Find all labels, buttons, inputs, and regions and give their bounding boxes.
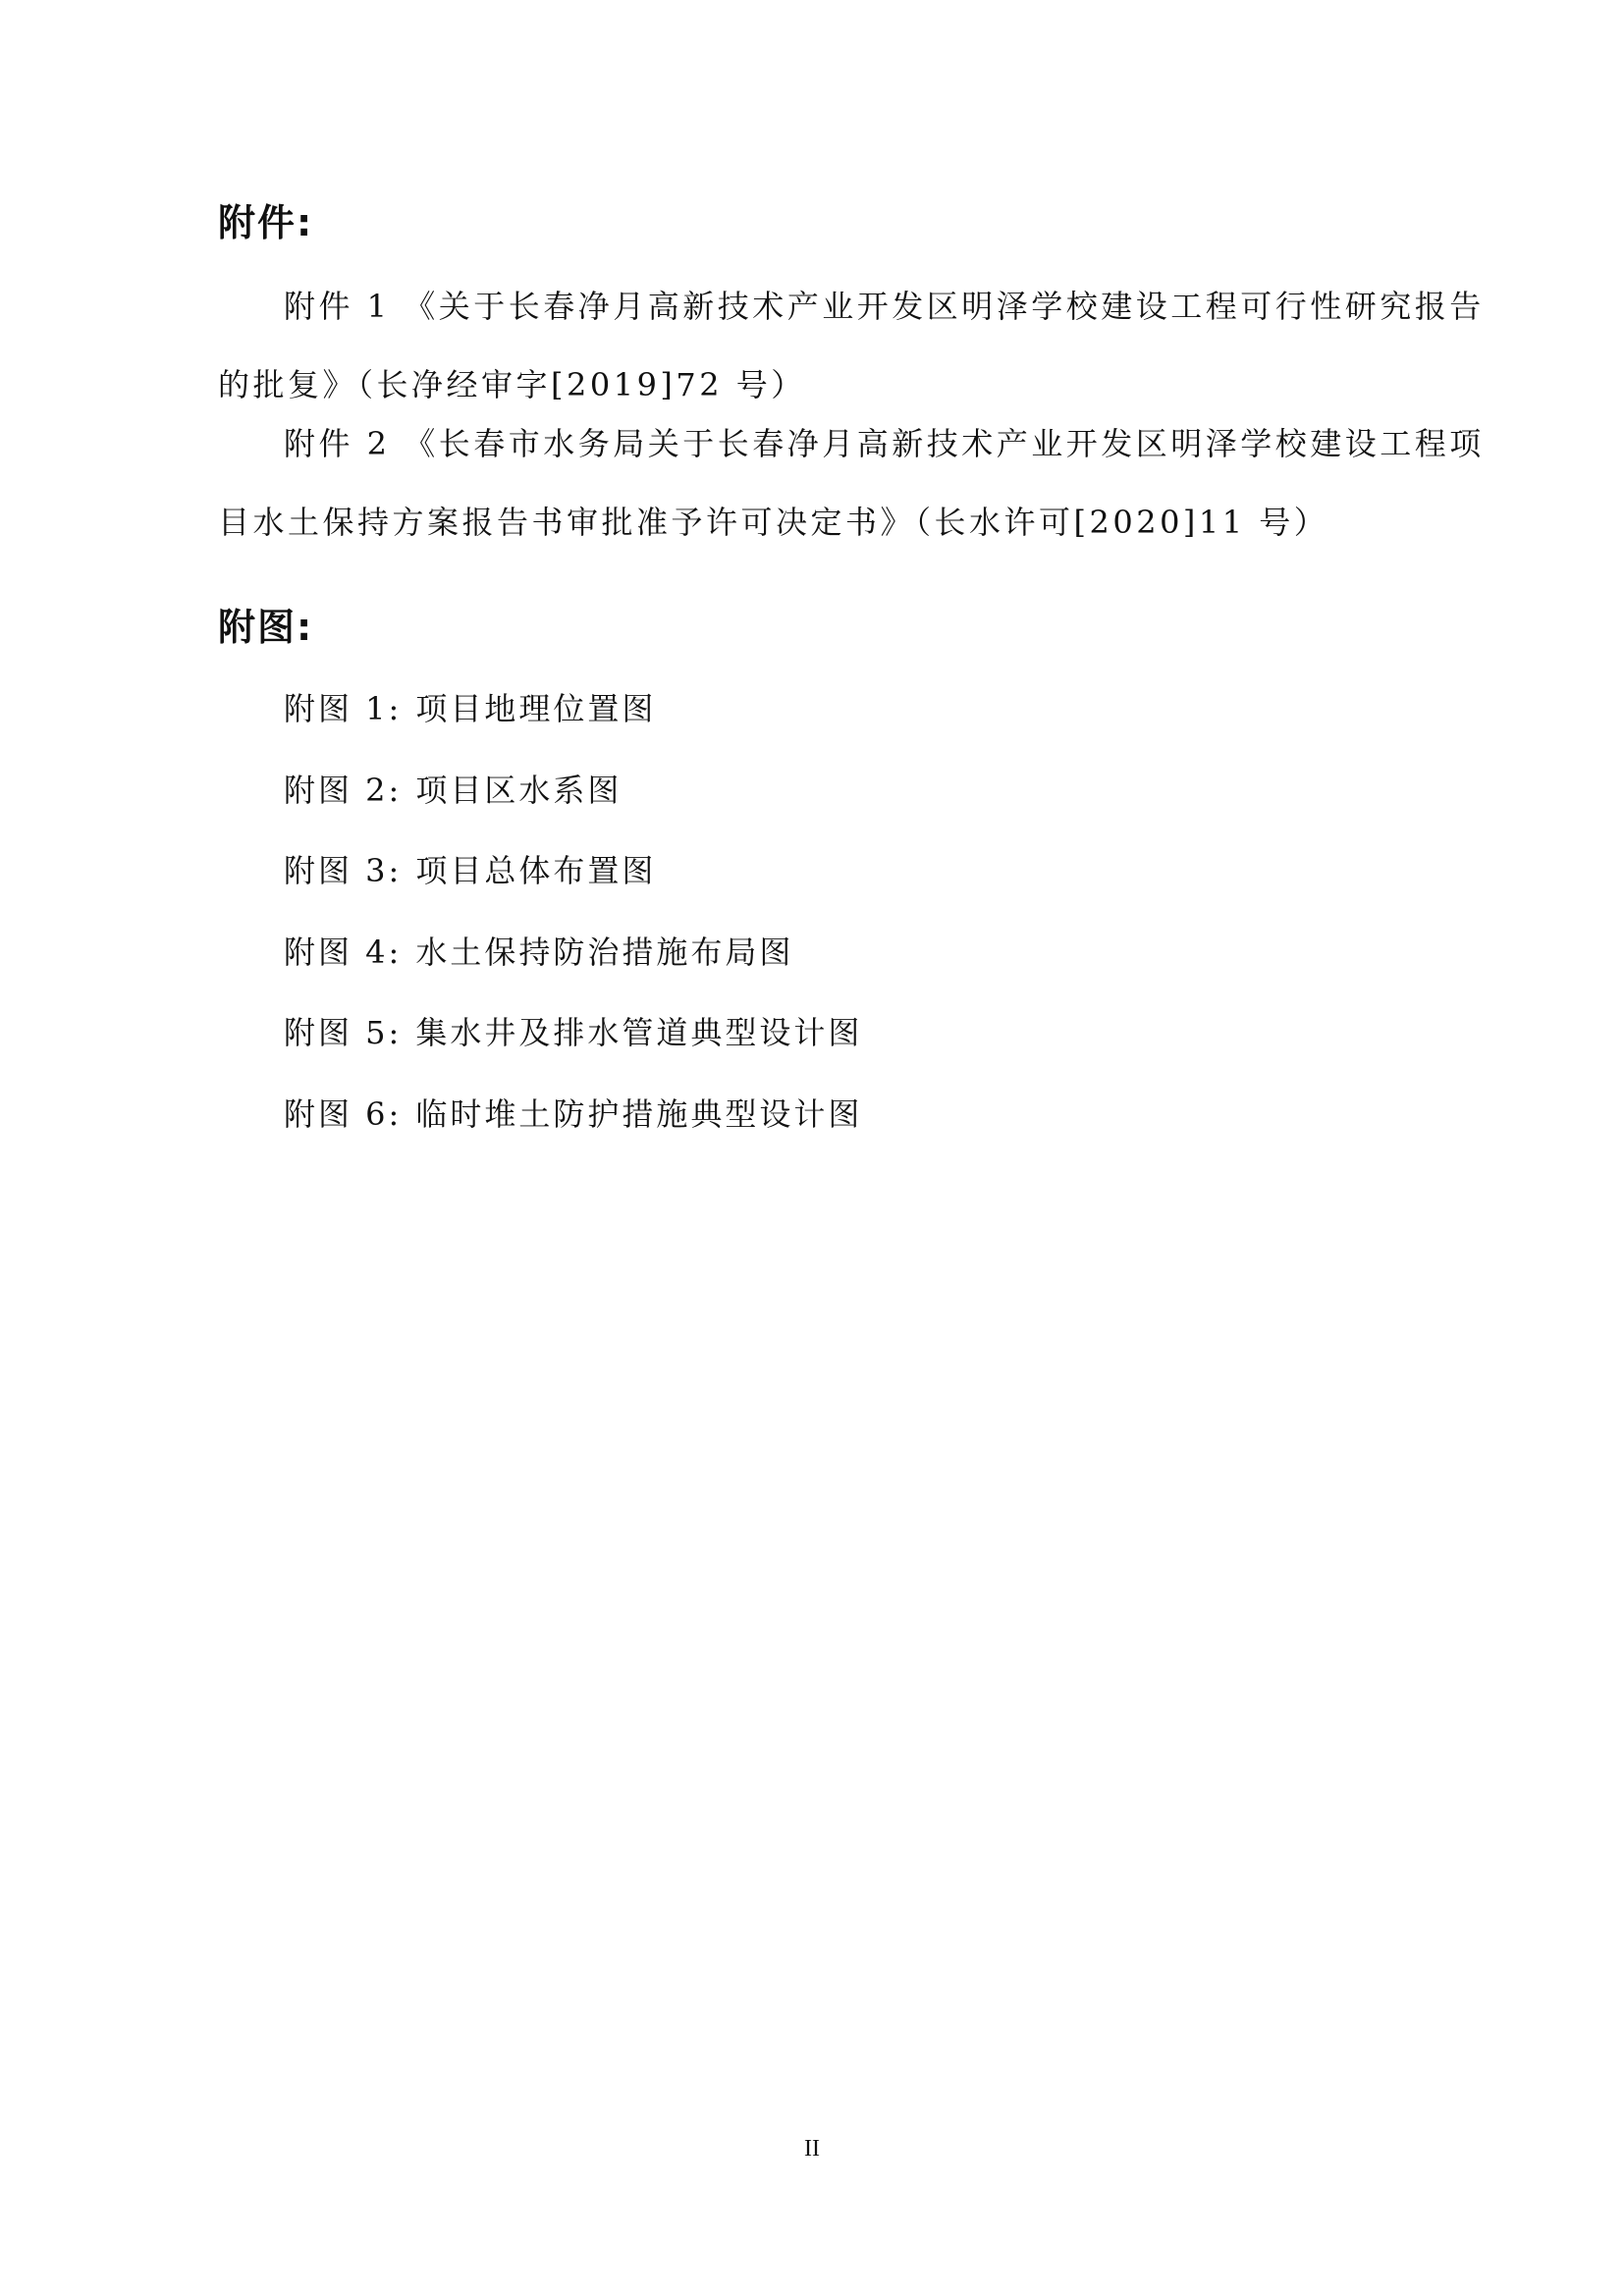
figure-item [284,769,862,850]
attachment-2-line-2: 目水土保持方案报告书审批准予许可决定书》（长水许可[2020]11 号） [218,504,1329,541]
attachment-item-2 [218,404,1485,561]
figure-label: 附图 3: [284,852,403,889]
figure-label: 附图 4: [284,933,403,971]
figure-title: 项目区水系图 [415,771,623,809]
figure-label: 附图 5: [284,1014,403,1051]
figure-title: 项目地理位置图 [415,690,657,727]
figure-title: 项目总体布置图 [415,852,657,889]
figure-label: 附图 1: [284,690,403,727]
figure-item [284,1011,862,1093]
figures-heading: 附图: [218,606,314,649]
attachment-item-1 [218,267,1485,424]
figure-title: 水土保持防治措施布局图 [415,933,794,971]
figure-item [284,931,862,1012]
figure-title: 临时堆土防护措施典型设计图 [415,1095,863,1133]
attachment-1-line-1: 附件 1 《关于长春净月高新技术产业开发区明泽学校建设工程可行性研究报告 [284,288,1485,325]
attachment-2-line-1: 附件 2 《长春市水务局关于长春净月高新技术产业开发区明泽学校建设工程项 [284,425,1485,462]
figure-list [284,687,862,1173]
figure-item [284,1093,862,1174]
attachment-1-line-2: 的批复》（长净经审字[2019]72 号） [218,366,806,403]
figure-label: 附图 6: [284,1095,403,1133]
figure-item [284,687,862,769]
figure-label: 附图 2: [284,771,403,809]
attachments-heading: 附件: [218,201,314,244]
figure-item [284,849,862,931]
figure-title: 集水井及排水管道典型设计图 [415,1014,863,1051]
page-number: II [804,2136,820,2162]
